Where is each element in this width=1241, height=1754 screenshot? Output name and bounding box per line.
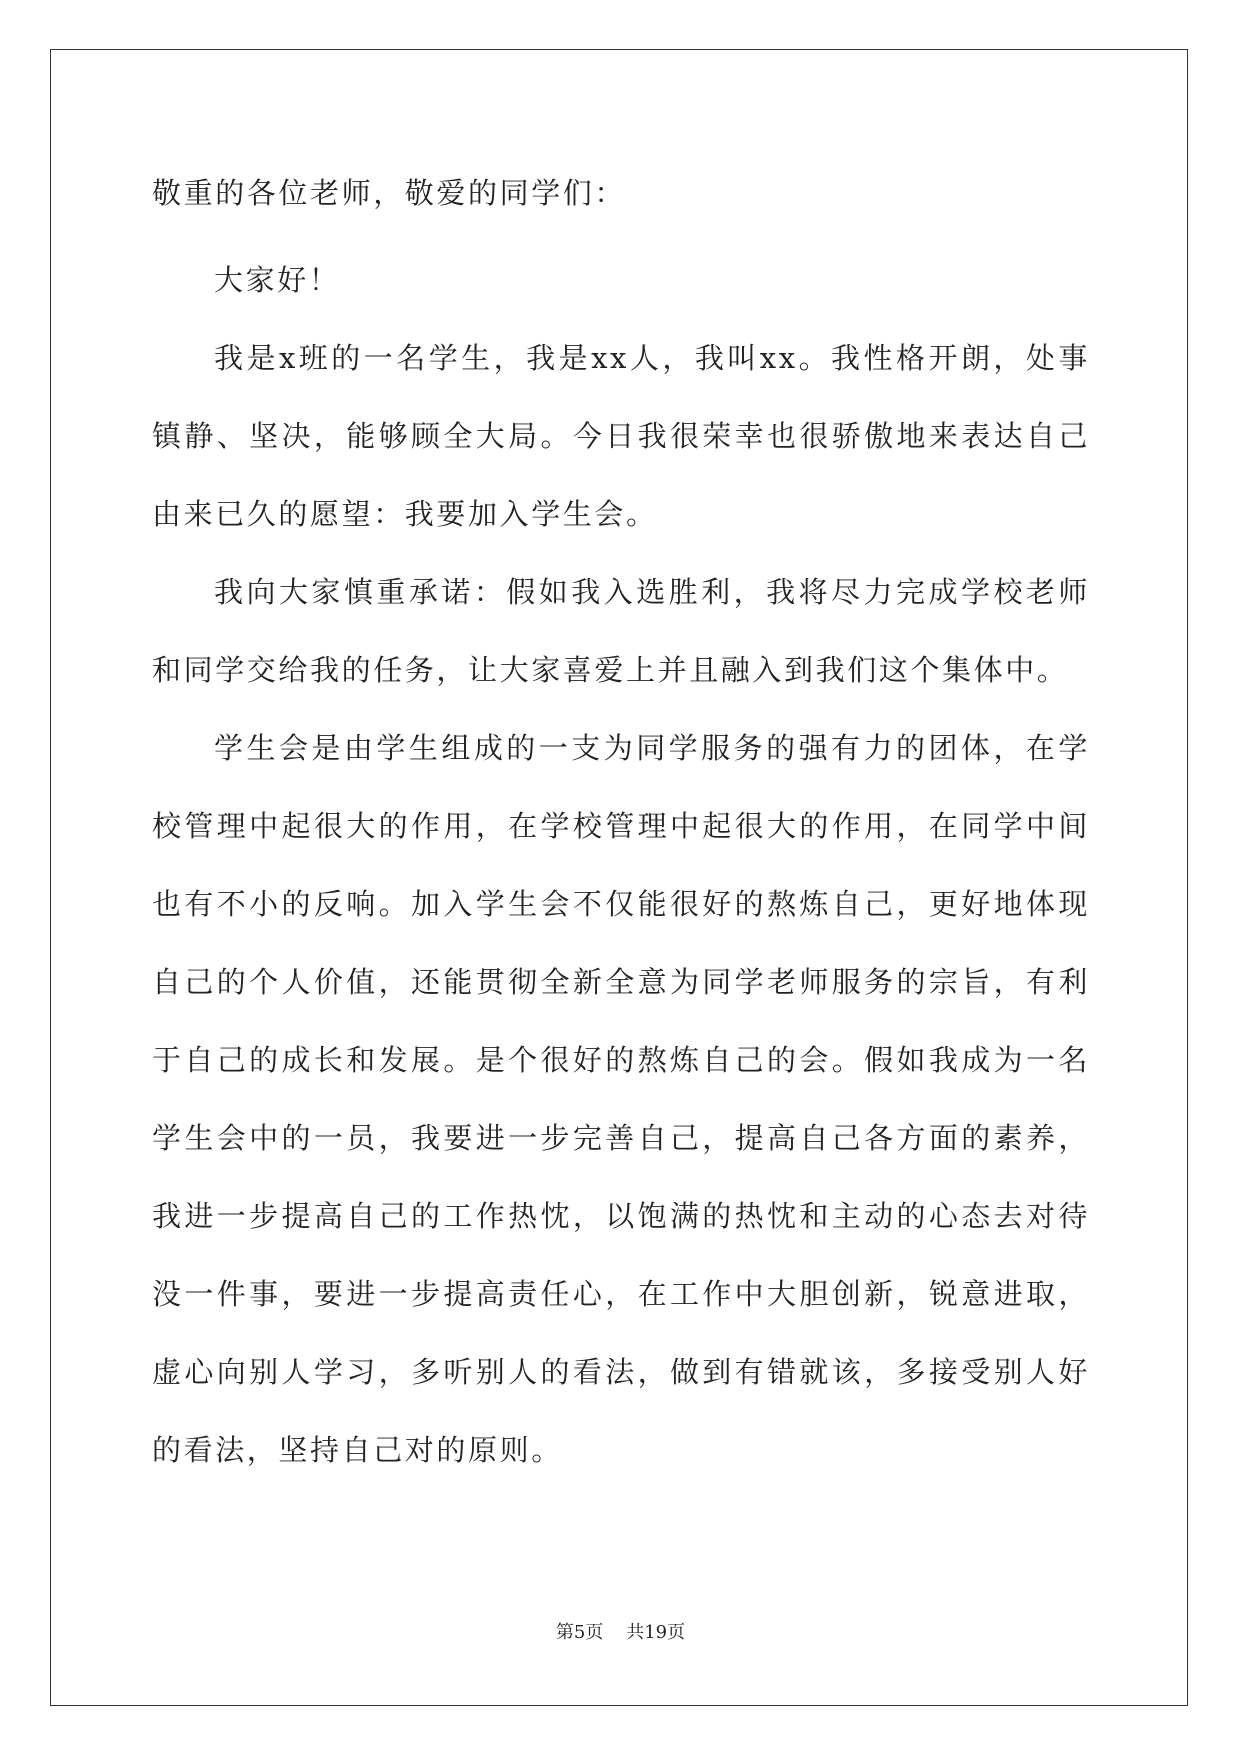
paragraph-introduction: 我是x班的一名学生，我是xx人，我叫xx。我性格开朗，处事镇静、坚决，能够顾全大局。今日我很荣幸也很骄傲地来表达自己由来已久的愿望：我要加入学生会。 [152,341,1090,531]
document-body [152,163,1090,1489]
salutation: 敬重的各位老师，敬爱的同学们： [152,176,627,210]
paragraph-promise: 我向大家慎重承诺：假如我入选胜利，我将尽力完成学校老师和同学交给我的任务，让大家喜爱上并且融入到我们这个集体中。 [152,575,1090,687]
page-number-footer: 第5页 共19页 [555,1622,686,1643]
paragraph-greeting: 大家好！ [214,263,341,297]
paragraph-student-union: 学生会是由学生组成的一支为同学服务的强有力的团体，在学校管理中起很大的作用，在学校管理中起很大的作用，在同学中间也有不小的反响。加入学生会不仅能很好的熬炼自己，更好地体现自己的个人价值，还能贯彻全新全意为同学老师服务的宗旨，有利于自己的成长和发展。是个很好的熬炼自己的会。假如我成为一名学生会中的一员，我要进一步完善自己，提高自己各方面的素养，我进一步提高自己的工作热忱，以饱满的热忱和主动的心态去对待没一件事，要进一步提高责任心，在工作中大胆创新，锐意进取，虚心向别人学习，多听别人的看法，做到有错就该，多接受别人好的看法，坚持自己对的原则。 [152,731,1090,1467]
